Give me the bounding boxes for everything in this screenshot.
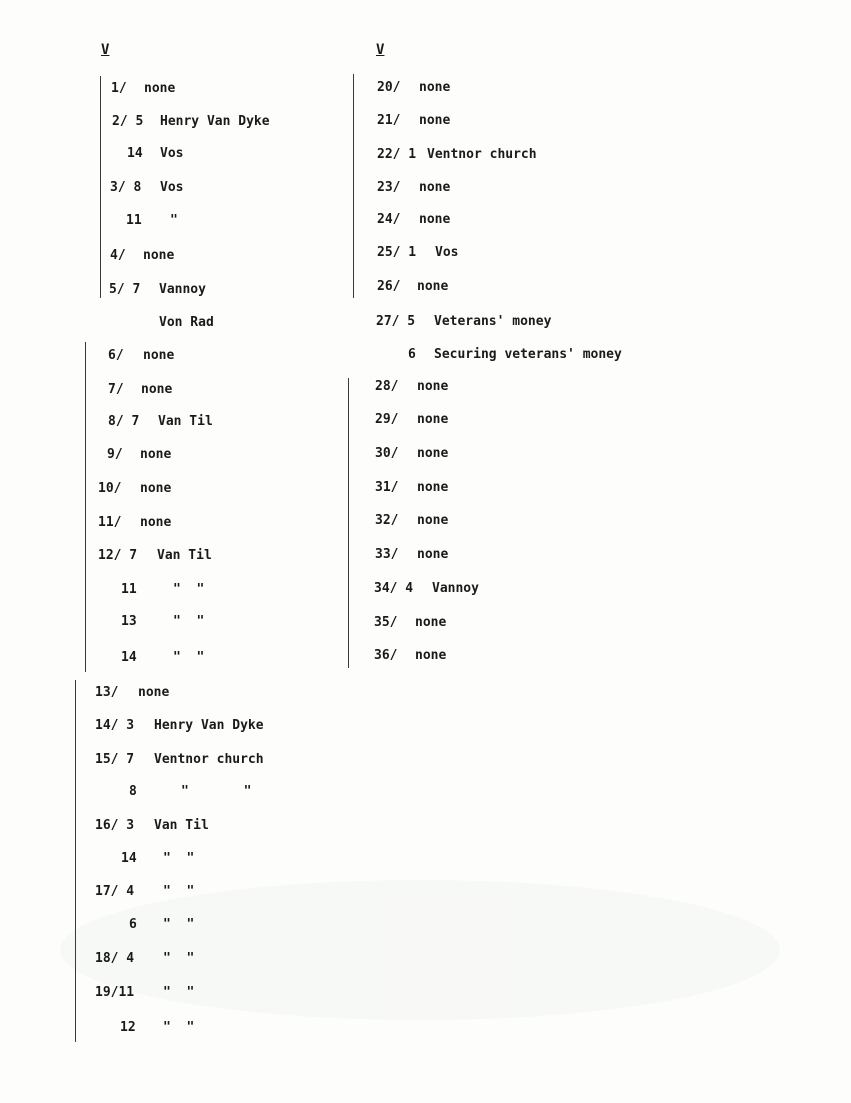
index-entry: 30/ none	[375, 446, 449, 461]
index-entry: 8 " "	[129, 784, 252, 799]
index-entry: 9/ none	[107, 447, 172, 462]
index-entry: 25/ 1 Vos	[377, 245, 459, 260]
index-entry: 12 " "	[120, 1020, 195, 1035]
index-entry: 18/ 4 " "	[95, 951, 195, 966]
index-entry: 35/ none	[374, 615, 447, 630]
index-entry: 14 Vos	[127, 146, 184, 161]
index-entry: 22/ 1 Ventnor church	[377, 147, 537, 162]
index-entry: 6 Securing veterans' money	[408, 347, 622, 362]
index-entry: 13 " "	[121, 614, 205, 629]
index-entry: 26/ none	[377, 279, 449, 294]
right-column-heading: V	[376, 42, 385, 58]
index-entry: 16/ 3 Van Til	[95, 818, 209, 833]
index-entry: 34/ 4 Vannoy	[374, 581, 479, 596]
left-margin-bracket-top	[100, 76, 101, 298]
index-entry: 15/ 7 Ventnor church	[95, 752, 264, 767]
index-entry: 29/ none	[375, 412, 449, 427]
index-entry: 8/ 7 Van Til	[108, 414, 213, 429]
right-margin-bracket-bottom	[348, 378, 349, 668]
index-entry: 5/ 7 Vannoy	[109, 282, 206, 297]
index-entry: 2/ 5 Henry Van Dyke	[112, 114, 270, 129]
index-entry: 1/ none	[111, 81, 176, 96]
index-entry: 27/ 5 Veterans' money	[376, 314, 552, 329]
index-entry: 14 " "	[121, 650, 205, 665]
left-column-heading: V	[101, 42, 110, 58]
left-margin-bracket-middle	[85, 342, 86, 672]
index-entry: 14/ 3 Henry Van Dyke	[95, 718, 264, 733]
index-entry: 11 " "	[121, 582, 205, 597]
index-entry: 4/ none	[110, 248, 175, 263]
index-entry: 10/ none	[98, 481, 172, 496]
index-entry: Von Rad	[159, 315, 214, 330]
index-entry: 33/ none	[375, 547, 449, 562]
index-entry: 28/ none	[375, 379, 449, 394]
index-entry: 3/ 8 Vos	[110, 180, 184, 195]
index-entry: 7/ none	[108, 382, 173, 397]
index-entry: 23/ none	[377, 180, 451, 195]
index-entry: 13/ none	[95, 685, 170, 700]
right-margin-bracket-top	[353, 74, 354, 298]
index-entry: 24/ none	[377, 212, 451, 227]
index-entry: 20/ none	[377, 80, 451, 95]
index-entry: 36/ none	[374, 648, 447, 663]
index-entry: 19/11 " "	[95, 985, 195, 1000]
index-entry: 11 "	[126, 213, 178, 228]
index-entry: 21/ none	[377, 113, 451, 128]
index-entry: 14 " "	[121, 851, 195, 866]
index-entry: 31/ none	[375, 480, 449, 495]
index-entry: 6 " "	[129, 917, 195, 932]
index-entry: 32/ none	[375, 513, 449, 528]
index-entry: 6/ none	[108, 348, 175, 363]
index-entry: 12/ 7 Van Til	[98, 548, 212, 563]
index-entry: 11/ none	[98, 515, 172, 530]
index-entry: 17/ 4 " "	[95, 884, 195, 899]
left-margin-bracket-bottom	[75, 680, 76, 1042]
